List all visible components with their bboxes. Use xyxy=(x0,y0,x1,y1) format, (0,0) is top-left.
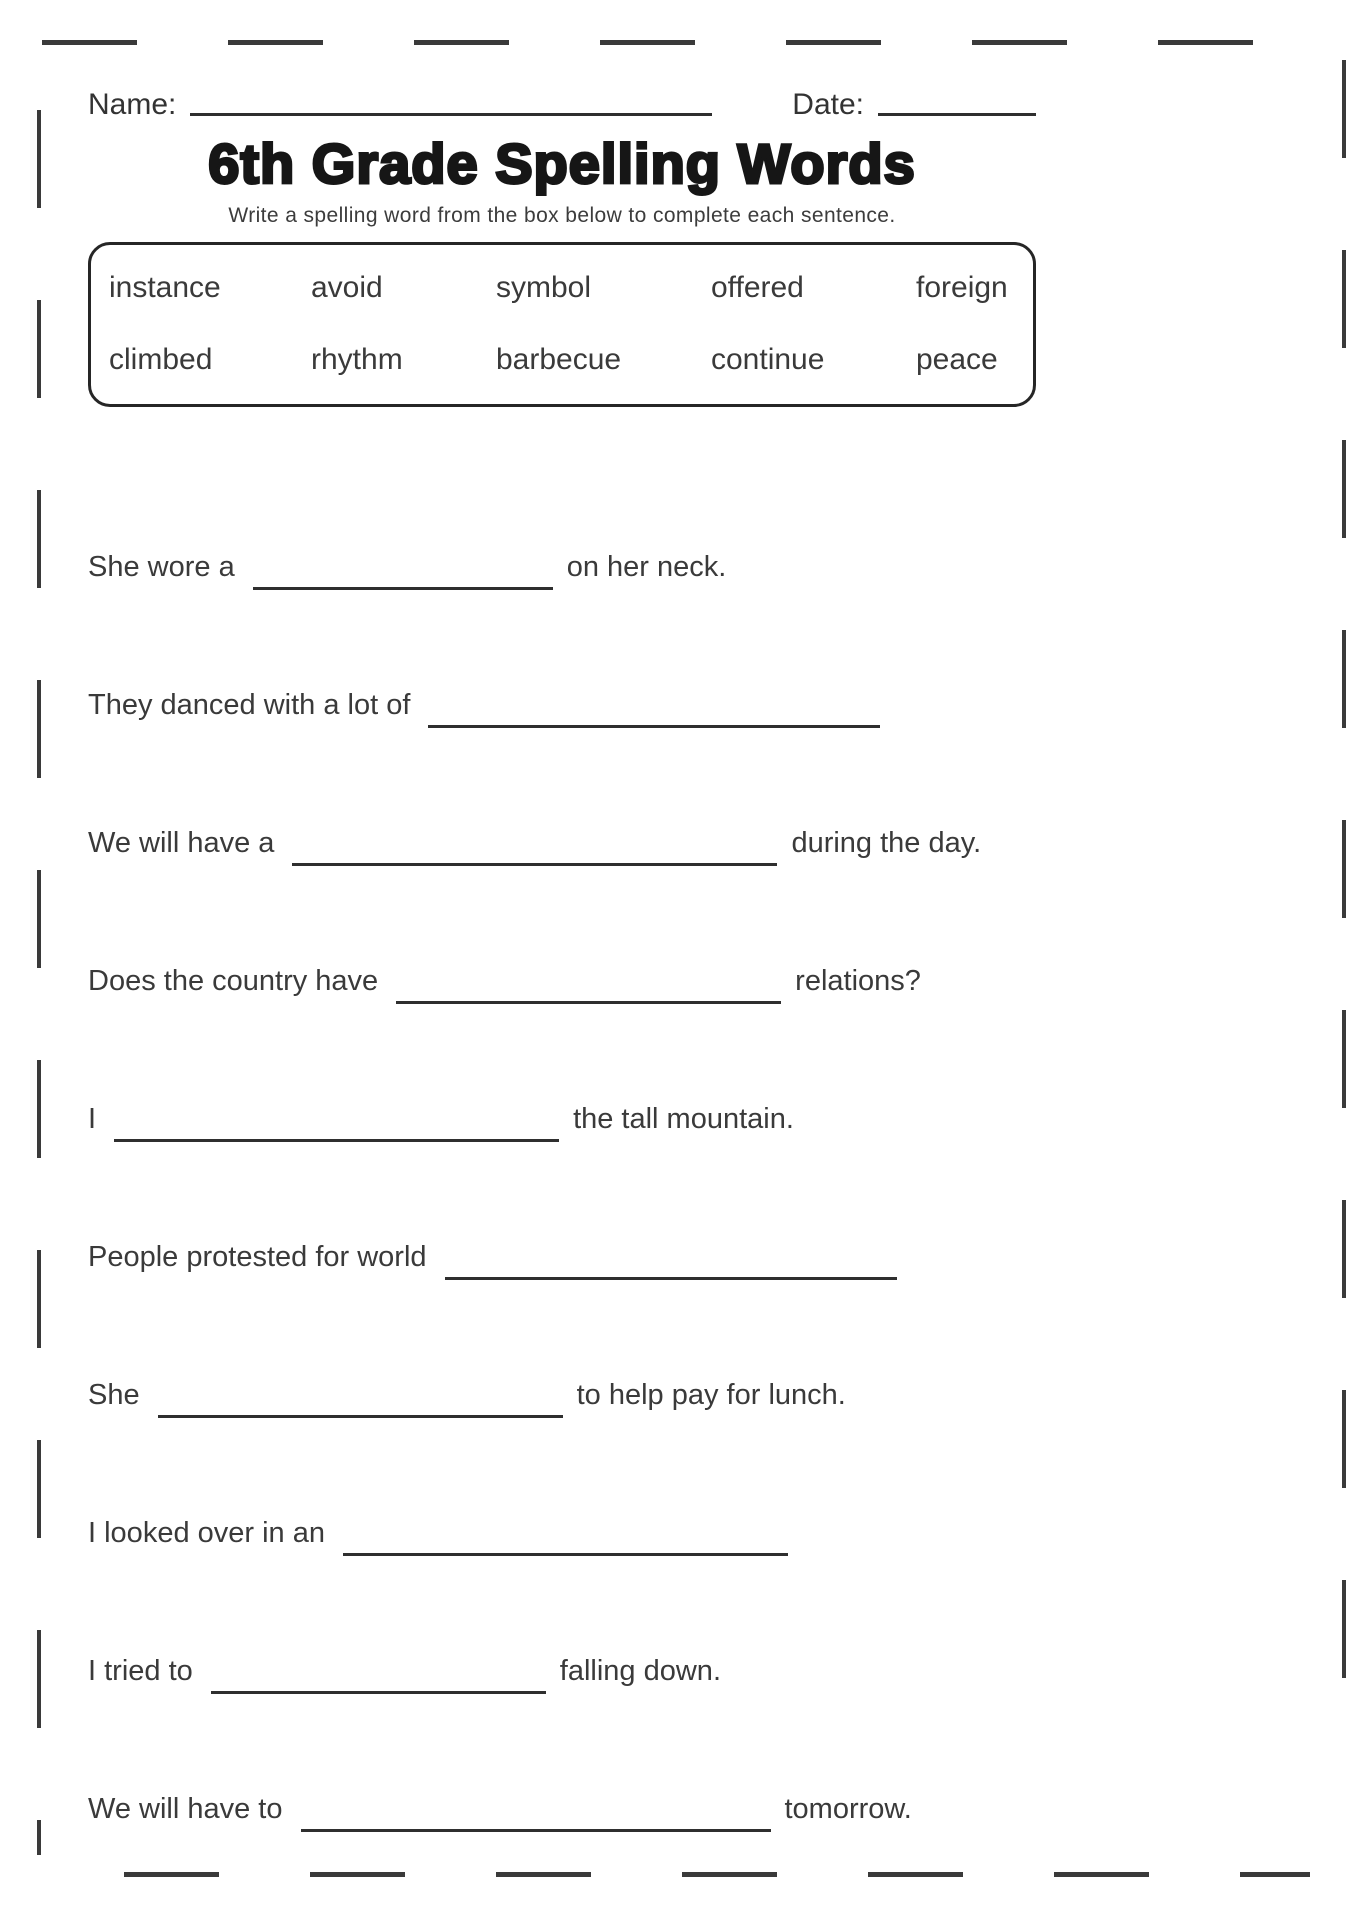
word-bank-word: offered xyxy=(711,271,804,304)
sentence-pre-text: I xyxy=(88,1103,97,1135)
date-label: Date: xyxy=(792,88,864,121)
sentence-pre-text: We will have to xyxy=(88,1793,283,1825)
answer-blank xyxy=(158,1415,563,1418)
sentence-pre-text: I tried to xyxy=(88,1655,193,1687)
page-title: 6th Grade Spelling Words xyxy=(208,132,916,195)
sentence-row xyxy=(88,1376,1088,1514)
date-line xyxy=(878,113,1036,116)
cut-line-left xyxy=(37,110,41,1855)
name-line xyxy=(190,113,712,116)
sentence-post-text: falling down. xyxy=(559,1655,721,1687)
word-bank-word: barbecue xyxy=(496,343,622,376)
word-bank-word: instance xyxy=(109,271,221,304)
sentence-row xyxy=(88,548,1088,686)
sentence-row xyxy=(88,1238,1088,1376)
word-bank-word: foreign xyxy=(916,271,1008,304)
sentence-pre-text: We will have a xyxy=(88,827,275,859)
sentence-row xyxy=(88,1790,1088,1920)
sentence-pre-text: She xyxy=(88,1379,140,1411)
sentence-post-text: during the day. xyxy=(791,827,982,859)
sentence-list xyxy=(88,548,1088,1920)
word-bank-word: rhythm xyxy=(311,343,403,376)
word-bank-word: continue xyxy=(711,343,825,376)
word-bank-word: avoid xyxy=(311,271,383,304)
sentence-row xyxy=(88,1652,1088,1790)
sentence-post-text: relations? xyxy=(795,965,921,997)
sentence-post-text: on her neck. xyxy=(566,551,727,583)
cut-line-right xyxy=(1342,60,1346,1720)
answer-blank xyxy=(428,725,880,728)
sentence-row xyxy=(88,962,1088,1100)
answer-blank xyxy=(253,587,553,590)
sentence-post-text: to help pay for lunch. xyxy=(576,1379,846,1411)
sentence-row xyxy=(88,1514,1088,1652)
word-bank-word: peace xyxy=(916,343,998,376)
sentence-pre-text: I looked over in an xyxy=(88,1517,325,1549)
cut-line-top xyxy=(42,40,1312,45)
word-bank-word: climbed xyxy=(109,343,213,376)
answer-blank xyxy=(343,1553,788,1556)
sentence-pre-text: They danced with a lot of xyxy=(88,689,411,721)
answer-blank xyxy=(445,1277,897,1280)
sentence-post-text: the tall mountain. xyxy=(573,1103,794,1135)
answer-blank xyxy=(114,1139,559,1142)
word-bank-box xyxy=(88,242,1036,407)
name-date-row xyxy=(88,88,1036,122)
sentence-row xyxy=(88,686,1088,824)
answer-blank xyxy=(292,863,777,866)
name-label: Name: xyxy=(88,88,177,121)
sentence-post-text: tomorrow. xyxy=(784,1793,912,1825)
sentence-row xyxy=(88,824,1088,962)
answer-blank xyxy=(396,1001,781,1004)
word-bank-word: symbol xyxy=(496,271,592,304)
worksheet-content xyxy=(88,88,1036,407)
sentence-pre-text: People protested for world xyxy=(88,1241,427,1273)
answer-blank xyxy=(301,1829,771,1832)
answer-blank xyxy=(211,1691,546,1694)
sentence-pre-text: She wore a xyxy=(88,551,235,583)
sentence-row xyxy=(88,1100,1088,1238)
page-subtitle: Write a spelling word from the box below to complete each sentence. xyxy=(228,204,896,227)
sentence-pre-text: Does the country have xyxy=(88,965,379,997)
